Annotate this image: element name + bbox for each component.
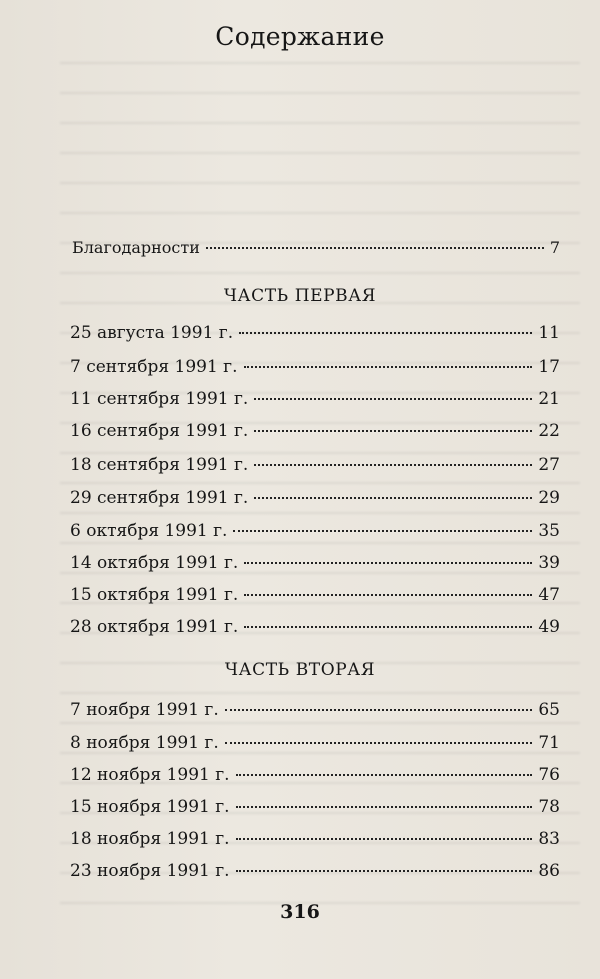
- toc-entry-page: 76: [538, 765, 560, 785]
- dot-leader: [236, 774, 533, 776]
- toc-entry: [70, 323, 560, 343]
- toc-entry-label: 12 ноября 1991 г.: [70, 765, 230, 785]
- toc-entry: [70, 421, 560, 441]
- toc-entry-page: 35: [538, 521, 560, 541]
- toc-entry-page: 47: [538, 585, 560, 605]
- toc-entry-label: 7 ноября 1991 г.: [70, 700, 219, 720]
- toc-entry-label: 28 октября 1991 г.: [70, 617, 239, 637]
- dot-leader: [254, 430, 532, 432]
- dot-leader: [233, 530, 532, 532]
- toc-entry-page: 65: [538, 700, 560, 720]
- toc-entry-page: 83: [538, 829, 560, 849]
- toc-entry-page: 17: [538, 357, 560, 377]
- dot-leader: [236, 838, 533, 840]
- toc-entry: [70, 488, 560, 508]
- toc-entry: [70, 617, 560, 637]
- dot-leader: [254, 497, 532, 499]
- toc-entry-page: 11: [538, 323, 560, 343]
- dot-leader: [254, 464, 532, 466]
- dot-leader: [225, 709, 533, 711]
- toc-entry: [70, 357, 560, 377]
- dot-leader: [225, 742, 533, 744]
- toc-entry-label: 16 сентября 1991 г.: [70, 421, 249, 441]
- toc-entry-label: 6 октября 1991 г.: [70, 521, 228, 541]
- toc-entry-label: 18 ноября 1991 г.: [70, 829, 230, 849]
- toc-entry-page: 39: [538, 553, 560, 573]
- dot-leader: [244, 594, 532, 596]
- toc-entry-label: 25 августа 1991 г.: [70, 323, 234, 343]
- toc-entry: [70, 861, 560, 881]
- toc-entry-label: 11 сентября 1991 г.: [70, 389, 249, 409]
- dot-leader: [236, 870, 533, 872]
- toc-entry-label: 15 октября 1991 г.: [70, 585, 239, 605]
- toc-entry-page: 29: [538, 488, 560, 508]
- dot-leader: [239, 332, 532, 334]
- toc-entry-page: 27: [538, 455, 560, 475]
- dot-leader: [206, 247, 544, 249]
- page-number: 316: [280, 901, 320, 923]
- toc-entry: [70, 797, 560, 817]
- toc-entry-page: 22: [538, 421, 560, 441]
- toc-entry-page: 71: [538, 733, 560, 753]
- part-one-heading: ЧАСТЬ ПЕРВАЯ: [223, 286, 377, 306]
- toc-entry-label: 15 ноября 1991 г.: [70, 797, 230, 817]
- toc-entry: [70, 455, 560, 475]
- toc-entry-label: 18 сентября 1991 г.: [70, 455, 249, 475]
- toc-entry: [70, 733, 560, 753]
- toc-entry-acknowledgements: [72, 238, 560, 257]
- toc-entry-label: 14 октября 1991 г.: [70, 553, 239, 573]
- toc-entry-page: 7: [549, 238, 560, 257]
- show-through-texture: [60, 40, 580, 920]
- toc-entry-label: 23 ноября 1991 г.: [70, 861, 230, 881]
- toc-entry: [70, 700, 560, 720]
- toc-entry-label: 8 ноября 1991 г.: [70, 733, 219, 753]
- toc-entry: [70, 829, 560, 849]
- dot-leader: [236, 806, 533, 808]
- toc-entry-page: 78: [538, 797, 560, 817]
- dot-leader: [254, 398, 532, 400]
- toc-title: Содержание: [215, 22, 385, 51]
- toc-entry: [70, 585, 560, 605]
- dot-leader: [244, 562, 532, 564]
- toc-entry-label: 7 сентября 1991 г.: [70, 357, 238, 377]
- dot-leader: [244, 626, 532, 628]
- toc-entry-page: 21: [538, 389, 560, 409]
- toc-entry: [70, 765, 560, 785]
- toc-entry-page: 49: [538, 617, 560, 637]
- toc-entry-label: Благодарности: [72, 238, 200, 257]
- toc-entry-page: 86: [538, 861, 560, 881]
- toc-entry: [70, 521, 560, 541]
- toc-entry: [70, 553, 560, 573]
- dot-leader: [244, 366, 533, 368]
- part-two-heading: ЧАСТЬ ВТОРАЯ: [224, 660, 376, 680]
- toc-entry: [70, 389, 560, 409]
- toc-entry-label: 29 сентября 1991 г.: [70, 488, 249, 508]
